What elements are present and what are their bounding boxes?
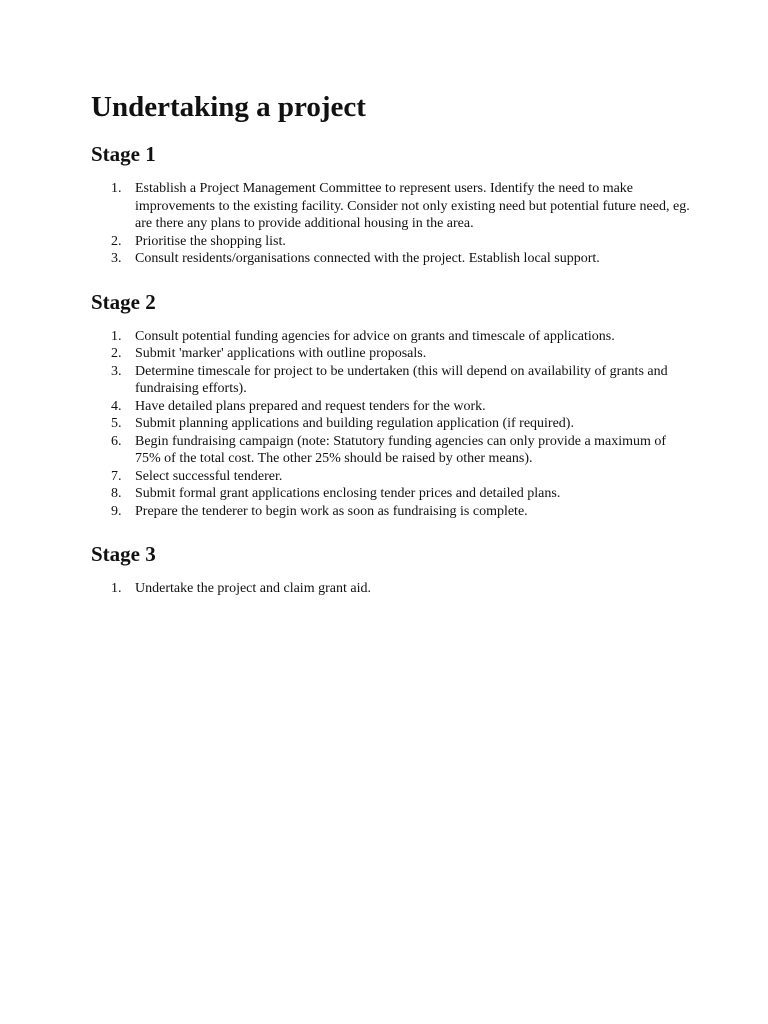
list-item [91,180,691,233]
list-item [91,468,691,486]
list-item-number: 1. [111,328,122,344]
list-item [91,363,691,398]
list-item [91,328,691,346]
list-item-text: Determine timescale for project to be undertaken (this will depend on availability of grants and fundraising efforts). [135,363,668,396]
stage-2-section [91,288,691,521]
list-item-number: 4. [111,398,122,414]
list-item [91,345,691,363]
list-item-text: Submit 'marker' applications with outline proposals. [135,346,427,361]
list-item [91,503,691,521]
stage-2-heading: Stage 2 [91,289,156,314]
list-item-text: Prioritise the shopping list. [135,233,286,249]
list-item-number: 1. [111,181,122,196]
list-item-number: 3. [111,363,122,379]
document-page [91,88,691,618]
list-item [91,433,691,468]
list-item [91,233,691,251]
list-item-text: Select successful tenderer. [135,468,283,484]
list-item-text: Submit formal grant applications enclosing tender prices and detailed plans. [135,486,561,501]
stage-2-list [91,328,691,521]
stage-1-heading: Stage 1 [91,142,156,166]
list-item [91,485,691,503]
stage-1-list [91,180,691,268]
list-item [91,398,691,416]
list-item-text: Establish a Project Management Committee to represent users. Identify the need to make improvements to the existing facility. Consider not only existing need but potential future need, eg. are there any plans to provide additional housing in the area. [135,181,690,231]
list-item-number: 5. [111,416,122,431]
list-item-number: 8. [111,486,122,501]
list-item-number: 6. [111,433,122,449]
stage-3-section [91,540,691,598]
list-item-number: 2. [111,346,122,361]
list-item-text: Consult residents/organisations connected with the project. Establish local support. [135,251,600,266]
list-item-text: Begin fundraising campaign (note: Statutory funding agencies can only provide a maximum of 75% of the total cost. The other 25% should be raised by other means). [135,433,667,466]
list-item-number: 3. [111,251,122,266]
stage-1-section [91,140,691,268]
list-item-text: Prepare the tenderer to begin work as soon as fundraising is complete. [135,503,528,519]
list-item-number: 7. [111,468,122,484]
list-item-number: 2. [111,233,122,249]
list-item-text: Have detailed plans prepared and request tenders for the work. [135,398,486,414]
stage-3-list [91,580,691,598]
list-item [91,250,691,268]
list-item-number: 9. [111,503,122,519]
list-item-number: 1. [111,581,122,596]
document-title: Undertaking a project [91,91,366,123]
list-item-text: Consult potential funding agencies for advice on grants and timescale of applications. [135,328,615,344]
list-item-text: Submit planning applications and building regulation application (if required). [135,416,574,431]
list-item-text: Undertake the project and claim grant aid. [135,581,371,596]
list-item [91,580,691,598]
list-item [91,415,691,433]
stage-3-heading: Stage 3 [91,542,156,566]
